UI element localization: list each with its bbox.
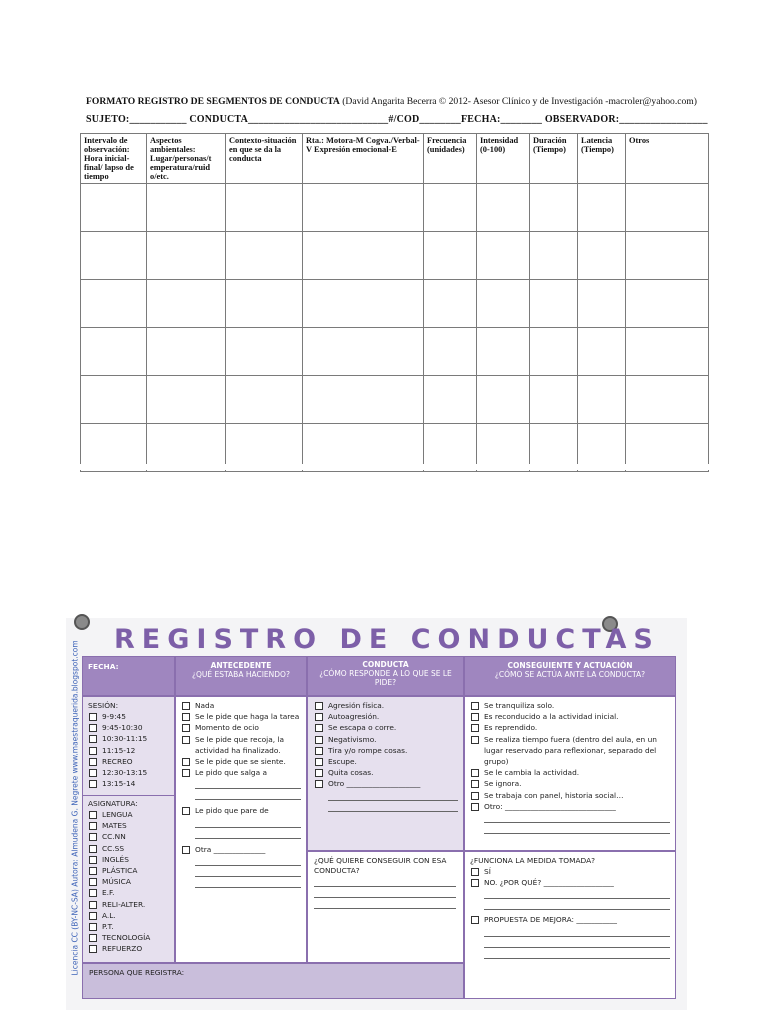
col-header: Aspectos ambientales: Lugar/personas/t emperatura/ruid o/etc.	[147, 134, 226, 184]
table-cell[interactable]	[578, 376, 626, 424]
antecedente-option[interactable]: Momento de ocio	[181, 722, 305, 733]
blank-line[interactable]	[328, 790, 458, 801]
antecedente-list-3	[181, 844, 305, 855]
persona-label: PERSONA QUE REGISTRA:	[89, 968, 185, 977]
table-cell[interactable]	[424, 328, 477, 376]
table-cell[interactable]	[303, 376, 424, 424]
observation-table	[80, 133, 709, 472]
col-header: Intervalo de observación: Hora inicial-final/ lapso de tiempo	[81, 134, 147, 184]
license-text: Licencia CC (BY-NC-SA) Autora: Almudena G. Negrete www.maestraquerida.blogspot.com	[70, 640, 80, 976]
table-cell[interactable]	[303, 232, 424, 280]
consecuente-option[interactable]: Es reconducido a la actividad inicial.	[470, 711, 674, 722]
asignatura-option[interactable]: TECNOLOGÍA	[88, 932, 174, 943]
medida-no[interactable]: NO. ¿POR QUÉ? ___________________	[470, 877, 674, 888]
table-cell[interactable]	[81, 328, 147, 376]
conduct-record-card	[66, 618, 687, 1010]
blank-line[interactable]	[195, 778, 301, 789]
conducta-title: CONDUCTA	[362, 660, 409, 669]
medida-list	[470, 866, 674, 888]
medida-list-2	[470, 914, 674, 925]
blank-line[interactable]	[484, 948, 670, 959]
table-cell[interactable]	[578, 280, 626, 328]
col-header: Frecuencia (unidades)	[424, 134, 477, 184]
blank-line[interactable]	[484, 812, 670, 823]
conducta-body	[307, 696, 464, 851]
table-cell[interactable]	[147, 328, 226, 376]
consecuente-option[interactable]: Otro: ______________________________	[470, 801, 674, 812]
sesion-option[interactable]: 9-9:45	[88, 711, 174, 722]
asignatura-option[interactable]: E.F.	[88, 887, 174, 898]
fecha-header	[82, 656, 175, 696]
asignatura-option[interactable]: MATES	[88, 820, 174, 831]
sesion-option[interactable]: 11:15-12	[88, 745, 174, 756]
table-cell[interactable]	[578, 184, 626, 232]
table-cell[interactable]	[424, 232, 477, 280]
asignatura-option[interactable]: INGLÉS	[88, 854, 174, 865]
blank-line[interactable]	[195, 855, 301, 866]
goal-question: ¿QUÉ QUIERE CONSEGUIR CON ESA CONDUCTA?	[314, 856, 447, 875]
asignatura-option[interactable]: CC.SS	[88, 843, 174, 854]
medida-question: ¿FUNCIONA LA MEDIDA TOMADA?	[470, 856, 596, 865]
table-row	[81, 232, 709, 280]
antecedente-option[interactable]: Se le pide que se siente.	[181, 756, 305, 767]
antecedente-title: ANTECEDENTE	[210, 661, 272, 670]
license-side-text	[68, 640, 82, 978]
asignatura-label: ASIGNATURA:	[88, 799, 138, 808]
pin-icon	[74, 614, 90, 630]
table-cell[interactable]	[226, 328, 303, 376]
sesion-asignatura-column	[82, 696, 175, 963]
antecedente-header	[175, 656, 307, 696]
col-header: Latencia (Tiempo)	[578, 134, 626, 184]
conducta-option[interactable]: Quita cosas.	[314, 767, 462, 778]
table-cell[interactable]	[626, 184, 709, 232]
blank-line[interactable]	[314, 887, 456, 898]
form1-title-credit: (David Angarita Becerra © 2012- Asesor Clínico y de Investigación -macroler@yahoo.com)	[339, 96, 697, 107]
table-cell[interactable]	[303, 280, 424, 328]
consecuente-header	[464, 656, 676, 696]
conducta-goal-box	[307, 851, 464, 963]
blank-line[interactable]	[328, 801, 458, 812]
table-row	[81, 328, 709, 376]
asignatura-option[interactable]: LENGUA	[88, 809, 174, 820]
table-cell[interactable]	[226, 232, 303, 280]
antecedente-body	[175, 696, 307, 963]
asignatura-option[interactable]: A.L.	[88, 910, 174, 921]
antecedente-option[interactable]: Nada	[181, 700, 305, 711]
form1-title-bold: FORMATO REGISTRO DE SEGMENTOS DE CONDUCTA	[86, 96, 340, 107]
blank-line[interactable]	[195, 817, 301, 828]
table-cell[interactable]	[530, 184, 578, 232]
medida-box	[464, 851, 676, 999]
asignatura-option[interactable]: P.T.	[88, 921, 174, 932]
col-header: Duración (Tiempo)	[530, 134, 578, 184]
col-header: Contexto-situación en que se da la conducta	[226, 134, 303, 184]
conducta-option[interactable]: Se escapa o corre.	[314, 722, 462, 733]
table-cell[interactable]	[477, 280, 530, 328]
consecuente-option[interactable]: Es reprendido.	[470, 722, 674, 733]
sesion-option[interactable]: 9:45-10:30	[88, 722, 174, 733]
sesion-option[interactable]: RECREO	[88, 756, 174, 767]
consecuente-body	[464, 696, 676, 851]
consecuente-list	[470, 700, 674, 812]
antecedente-option[interactable]: Se le pide que haga la tarea	[181, 711, 305, 722]
table-cell[interactable]	[530, 376, 578, 424]
conducta-list	[314, 700, 462, 790]
conducta-header	[307, 656, 464, 696]
conducta-option[interactable]: Escupe.	[314, 756, 462, 767]
consecuente-option[interactable]: Se trabaja con panel, historia social…	[470, 790, 674, 801]
table-cell[interactable]	[578, 232, 626, 280]
col-header: Rta.: Motora-M Cogva./Verbal-V Expresión emocional-E	[303, 134, 424, 184]
asignatura-option[interactable]: MÚSICA	[88, 876, 174, 887]
table-cell[interactable]	[81, 232, 147, 280]
table-cell[interactable]	[81, 280, 147, 328]
table-cell[interactable]	[477, 328, 530, 376]
table-cell[interactable]	[147, 184, 226, 232]
persona-registra-box[interactable]	[82, 963, 464, 999]
medida-proposal[interactable]: PROPUESTA DE MEJORA: ___________	[470, 914, 674, 925]
table-cell[interactable]	[530, 328, 578, 376]
conducta-option[interactable]: Negativismo.	[314, 734, 462, 745]
asignatura-option[interactable]: PLÁSTICA	[88, 865, 174, 876]
antecedente-list-2	[181, 805, 305, 816]
form1-title	[86, 96, 697, 107]
col-header: Otros	[626, 134, 709, 184]
conducta-option[interactable]: Tira y/o rompe cosas.	[314, 745, 462, 756]
blank-line[interactable]	[195, 828, 301, 839]
table-cell[interactable]	[81, 376, 147, 424]
behavior-segment-form	[80, 92, 710, 466]
table-cell[interactable]	[147, 376, 226, 424]
col-header: Intensidad (0-100)	[477, 134, 530, 184]
blank-line[interactable]	[484, 888, 670, 899]
blank-line[interactable]	[314, 876, 456, 887]
blank-line[interactable]	[484, 926, 670, 937]
conducta-option[interactable]: Agresión física.	[314, 700, 462, 711]
blank-line[interactable]	[314, 898, 456, 909]
table-header-row	[81, 134, 709, 184]
table-row	[81, 184, 709, 232]
table-cell[interactable]	[147, 280, 226, 328]
asignatura-option[interactable]: RELI-ALTER.	[88, 899, 174, 910]
antecedente-option[interactable]: Se le pide que recoja, la actividad ha finalizado.	[181, 734, 305, 756]
table-cell[interactable]	[530, 232, 578, 280]
table-cell[interactable]	[147, 232, 226, 280]
card-title: REGISTRO DE CONDUCTAS	[114, 624, 660, 655]
table-cell[interactable]	[626, 232, 709, 280]
consecuente-option[interactable]: Se tranquiliza solo.	[470, 700, 674, 711]
table-cell[interactable]	[424, 184, 477, 232]
conducta-option[interactable]: Otro ____________________	[314, 778, 462, 789]
table-cell[interactable]	[477, 232, 530, 280]
fecha-label: FECHA:	[88, 662, 119, 671]
blank-line[interactable]	[195, 789, 301, 800]
sesion-label: SESIÓN:	[88, 701, 119, 710]
form1-subject-line: SUJETO:___________ CONDUCTA___________________________#/COD________FECHA:________ OBSERVADOR:_________________	[86, 114, 708, 125]
asignatura-list	[88, 809, 174, 955]
conducta-question: ¿CÓMO RESPONDE A LO QUE SE LE PIDE?	[319, 669, 452, 687]
consecuente-option[interactable]: Se le cambia la actividad.	[470, 767, 674, 778]
blank-line[interactable]	[195, 866, 301, 877]
sesion-option[interactable]: 13:15-14	[88, 778, 174, 789]
consecuente-option[interactable]: Se ignora.	[470, 778, 674, 789]
conducta-option[interactable]: Autoagresión.	[314, 711, 462, 722]
antecedente-list	[181, 700, 305, 778]
medida-yes[interactable]: SÍ	[470, 866, 674, 877]
sesion-option[interactable]: 12:30-13:15	[88, 767, 174, 778]
asignatura-option[interactable]: REFUERZO	[88, 943, 174, 954]
blank-line[interactable]	[484, 937, 670, 948]
antecedente-option[interactable]: Otra ______________	[181, 844, 305, 855]
blank-line[interactable]	[484, 899, 670, 910]
consecuente-title: CONSEGUIENTE Y ACTUACIÓN	[507, 661, 633, 670]
antecedente-question: ¿QUÉ ESTABA HACIENDO?	[192, 670, 290, 679]
table-cell[interactable]	[626, 328, 709, 376]
table-cell[interactable]	[626, 376, 709, 424]
blank-line[interactable]	[484, 823, 670, 834]
page-cut	[80, 464, 710, 470]
table-cell[interactable]	[226, 280, 303, 328]
sesion-option[interactable]: 10:30-11:15	[88, 733, 174, 744]
table-cell[interactable]	[626, 280, 709, 328]
table-cell[interactable]	[81, 184, 147, 232]
table-cell[interactable]	[226, 376, 303, 424]
antecedente-option[interactable]: Le pido que salga a	[181, 767, 305, 778]
consecuente-option[interactable]: Se realiza tiempo fuera (dentro del aula, en un lugar reservado para reflexionar, separado del grupo)	[470, 734, 674, 768]
consecuente-question: ¿CÓMO SE ACTÚA ANTE LA CONDUCTA?	[494, 670, 646, 679]
table-cell[interactable]	[303, 184, 424, 232]
table-cell[interactable]	[477, 376, 530, 424]
table-cell[interactable]	[578, 328, 626, 376]
table-cell[interactable]	[424, 376, 477, 424]
table-cell[interactable]	[226, 184, 303, 232]
sesion-list	[88, 711, 174, 789]
blank-line[interactable]	[195, 877, 301, 888]
antecedente-option[interactable]: Le pido que pare de	[181, 805, 305, 816]
table-cell[interactable]	[303, 328, 424, 376]
asignatura-option[interactable]: CC.NN	[88, 831, 174, 842]
table-cell[interactable]	[530, 280, 578, 328]
table-row	[81, 280, 709, 328]
table-cell[interactable]	[424, 280, 477, 328]
table-cell[interactable]	[477, 184, 530, 232]
table-row	[81, 376, 709, 424]
